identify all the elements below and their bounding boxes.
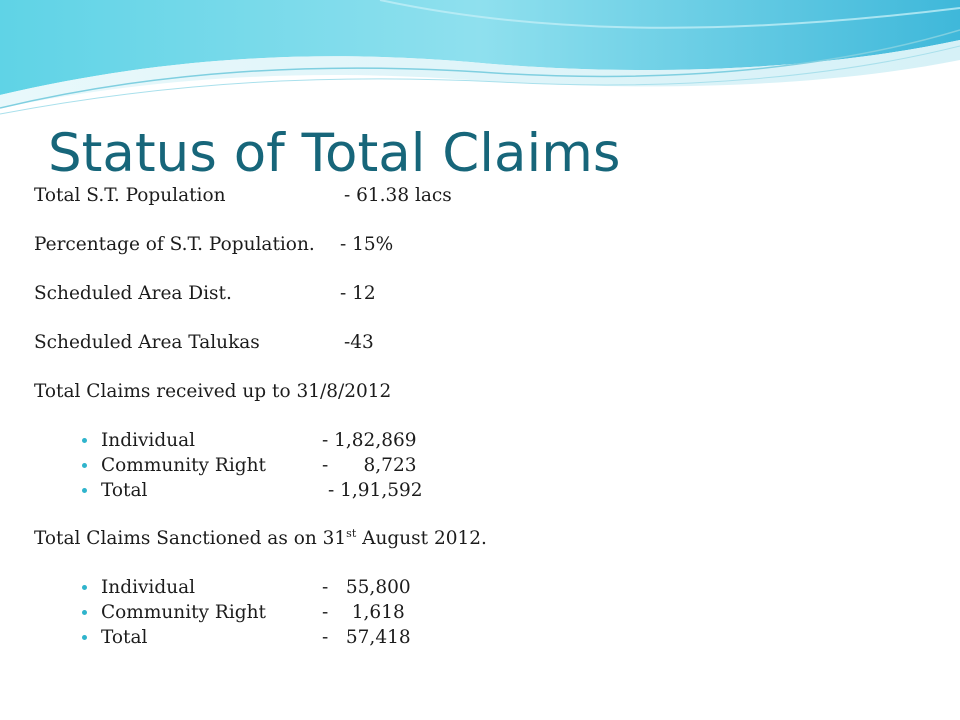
item-label: Individual xyxy=(101,577,196,598)
stat-value: - 12 xyxy=(340,283,376,304)
section-heading: Total Claims received up to 31/8/2012 xyxy=(34,381,392,402)
item-label: Community Right xyxy=(101,602,266,623)
item-label: Individual xyxy=(101,430,196,451)
item-label: Total xyxy=(101,480,148,501)
heading-text: Total Claims Sanctioned as on 31 xyxy=(34,528,347,549)
bullet-icon xyxy=(82,635,87,640)
stat-label: Total S.T. Population xyxy=(34,185,226,206)
bullet-icon xyxy=(82,585,87,590)
item-value: - 57,418 xyxy=(322,627,411,648)
item-label: Total xyxy=(101,627,148,648)
bullet-icon xyxy=(82,438,87,443)
stat-value: -43 xyxy=(344,332,374,353)
item-value: - 1,618 xyxy=(322,602,405,623)
bullet-icon xyxy=(82,610,87,615)
heading-superscript: st xyxy=(346,527,357,540)
item-value: - 8,723 xyxy=(322,455,417,476)
stat-label: Scheduled Area Talukas xyxy=(34,332,260,353)
item-label: Community Right xyxy=(101,455,266,476)
item-value: - 1,82,869 xyxy=(322,430,417,451)
stat-value: - 15% xyxy=(340,234,394,255)
item-value: - 55,800 xyxy=(322,577,411,598)
stat-label: Scheduled Area Dist. xyxy=(34,283,232,304)
stat-label: Percentage of S.T. Population. xyxy=(34,234,315,255)
bullet-icon xyxy=(82,463,87,468)
slide-title: Status of Total Claims xyxy=(48,123,621,184)
stat-value: - 61.38 lacs xyxy=(344,185,452,206)
item-value: - 1,91,592 xyxy=(328,480,423,501)
bullet-icon xyxy=(82,488,87,493)
section-heading xyxy=(34,528,487,549)
heading-text-end: August 2012. xyxy=(356,528,487,549)
